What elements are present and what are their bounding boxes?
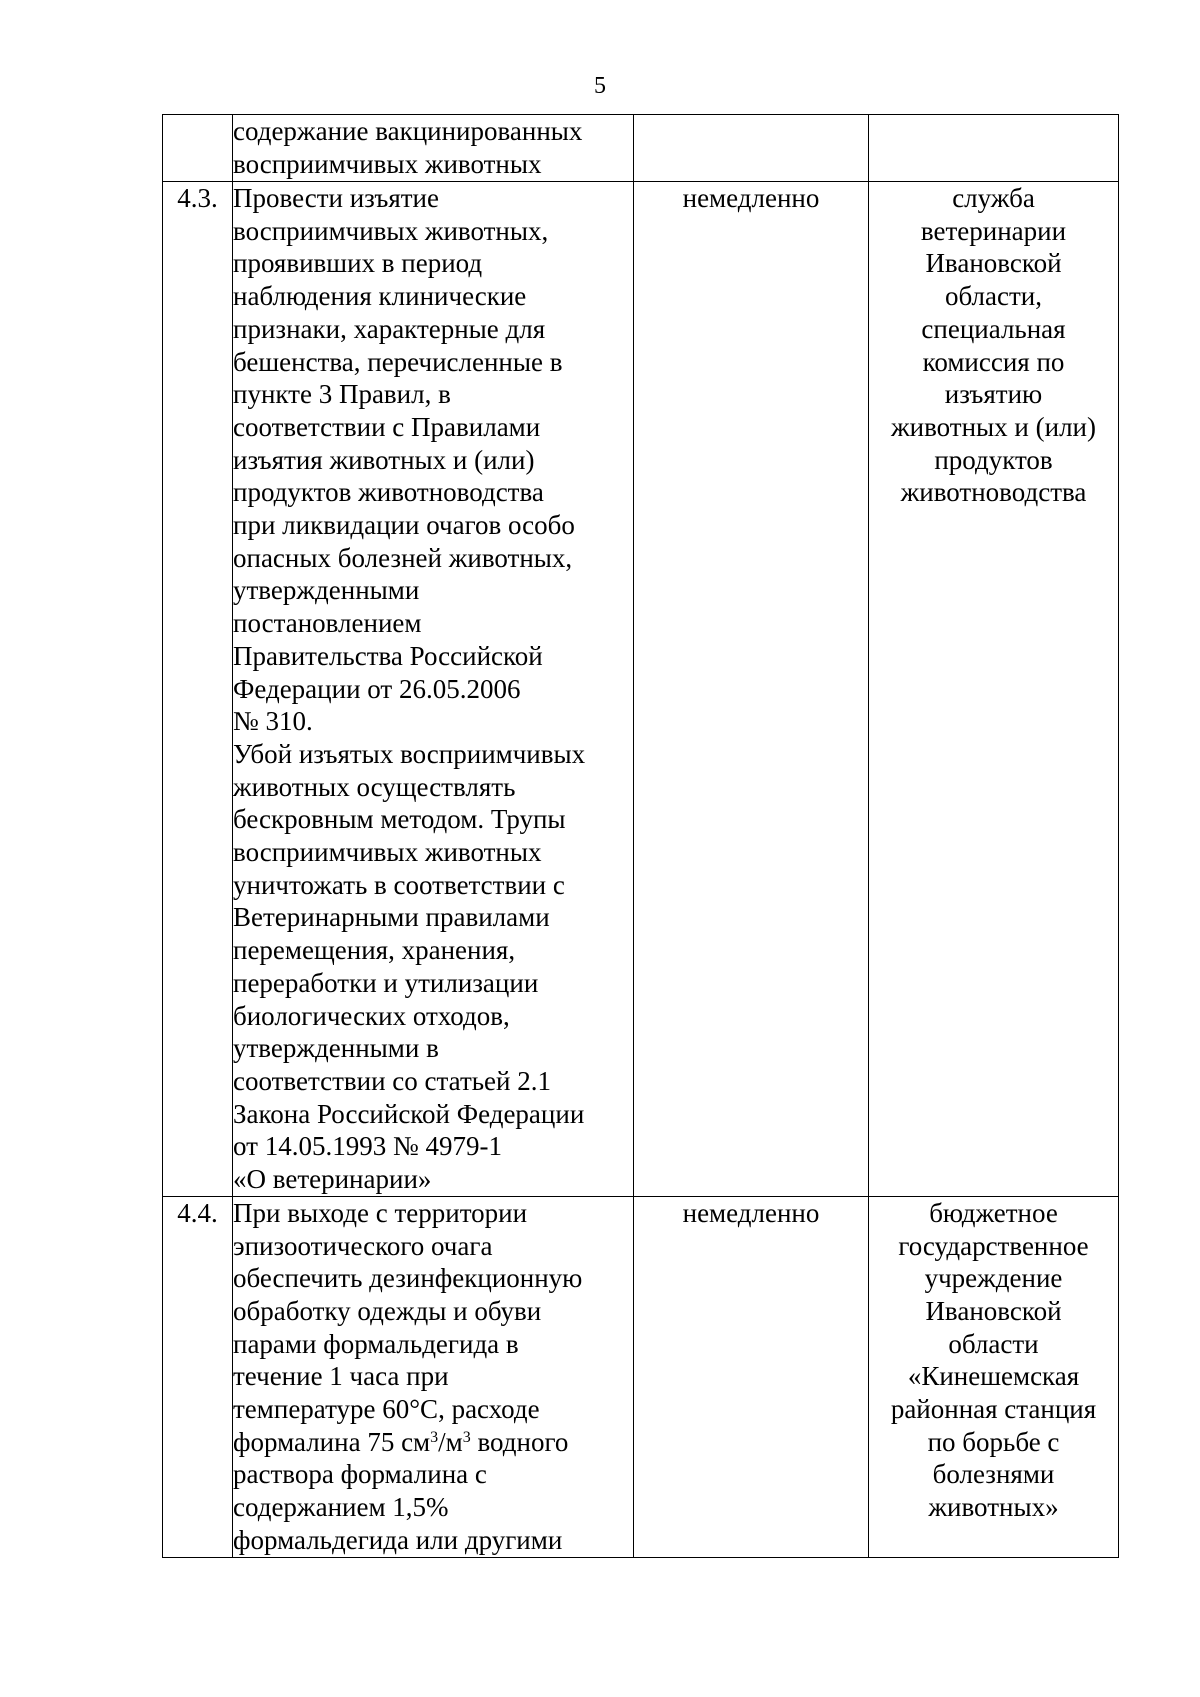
text-line: немедленно <box>682 183 820 213</box>
text-line: постановлением <box>233 608 422 639</box>
text-line: восприимчивых животных, <box>233 215 549 246</box>
text-line: животных» <box>928 1492 1059 1523</box>
text-line: утвержденными в <box>233 1033 439 1064</box>
deadline-cell <box>634 182 869 1197</box>
text-line: служба <box>952 183 1035 213</box>
text-line: районная станция <box>890 1394 1097 1425</box>
text-line: Правительства Российской <box>233 640 543 671</box>
item-number: 4.3. <box>177 183 218 213</box>
text-line: «О ветеринарии» <box>233 1164 432 1195</box>
text-line: области, <box>944 281 1042 312</box>
item-number-cell <box>163 1196 233 1557</box>
text-line: Ветеринарными правилами <box>233 902 550 933</box>
text-line: специальная <box>921 313 1066 344</box>
text-line: пункте 3 Правил, в <box>233 379 451 410</box>
measure-text-cell <box>233 115 634 182</box>
text-line: бешенства, перечисленные в <box>233 346 563 377</box>
text-line: изъятия животных и (или) <box>233 444 535 475</box>
text-line: по борьбе с <box>927 1426 1060 1457</box>
deadline-cell <box>634 115 869 182</box>
text-line: ветеринарии <box>920 215 1067 246</box>
text-line: болезнями <box>932 1459 1055 1490</box>
text-line: обработку одежды и обуви <box>233 1295 542 1326</box>
text-line: при ликвидации очагов особо <box>233 510 575 541</box>
measure-text-cell <box>233 182 634 1197</box>
text-line: животных осуществлять <box>233 771 516 802</box>
text-line: № 310. <box>233 706 313 737</box>
text-line: Закона Российской Федерации <box>233 1098 585 1129</box>
item-number-cell <box>163 182 233 1197</box>
text-line: от 14.05.1993 № 4979-1 <box>233 1131 502 1162</box>
formalin-line: формалина 75 $см^3/м^3$ водного <box>233 1426 569 1457</box>
text-line: продуктов <box>934 444 1053 475</box>
text-line: формальдегида или другими <box>233 1524 563 1555</box>
text-line: бюджетное <box>929 1197 1058 1228</box>
text-line: животных и (или) <box>890 411 1096 442</box>
text-line: содержанием 1,5% <box>233 1492 449 1523</box>
text-line: государственное <box>898 1230 1089 1261</box>
text-line: При выходе с территории <box>233 1197 528 1228</box>
item-number: 4.4. <box>177 1197 218 1228</box>
text-line: Ивановской <box>925 1295 1062 1326</box>
text-line: учреждение <box>924 1263 1063 1294</box>
responsible-cell <box>869 182 1119 1197</box>
text-line: области <box>948 1328 1039 1359</box>
text-line: перемещения, хранения, <box>233 935 516 966</box>
responsible-cell <box>869 1196 1119 1557</box>
text-line: признаки, характерные для <box>233 313 546 344</box>
responsible-cell <box>869 115 1119 182</box>
measures-table <box>162 114 1119 1558</box>
text-line: продуктов животноводства <box>233 477 544 508</box>
measure-text-cell <box>233 1196 634 1557</box>
text-line: раствора формалина с <box>233 1459 487 1490</box>
text-line: «Кинешемская <box>907 1361 1080 1392</box>
text-line: опасных болезней животных, <box>233 542 573 573</box>
text-line: животноводства <box>900 477 1087 508</box>
text-line: обеспечить дезинфекционную <box>233 1263 583 1294</box>
text-line: немедленно <box>682 1197 820 1228</box>
text-line: Провести изъятие <box>233 183 439 213</box>
deadline-cell <box>634 1196 869 1557</box>
text-line: Ивановской <box>925 248 1062 279</box>
text-line: течение 1 часа при <box>233 1361 449 1392</box>
text-line: биологических отходов, <box>233 1000 510 1031</box>
text-line: изъятию <box>944 379 1043 410</box>
table-row <box>163 1196 1119 1557</box>
text-line: наблюдения клинические <box>233 281 527 312</box>
text-line: эпизоотического очага <box>233 1230 493 1261</box>
text-line: парами формальдегида в <box>233 1328 519 1359</box>
text-line: восприимчивых животных <box>233 148 542 179</box>
text-line: проявивших в период <box>233 248 483 279</box>
text-line: Федерации от 26.05.2006 <box>233 673 521 704</box>
table-row <box>163 182 1119 1197</box>
text-line: температуре 60°С, расходе <box>233 1394 540 1425</box>
text-line: комиссия по <box>922 346 1065 377</box>
item-number-cell <box>163 115 233 182</box>
text-line: восприимчивых животных <box>233 837 542 868</box>
text-line: соответствии со статьей 2.1 <box>233 1065 551 1096</box>
text-line: Убой изъятых восприимчивых <box>233 738 586 769</box>
text-line: уничтожать в соответствии с <box>233 869 565 900</box>
text-line: переработки и утилизации <box>233 967 539 998</box>
text-line: утвержденными <box>233 575 420 606</box>
text-line: содержание вакцинированных <box>233 116 583 146</box>
page-number: 5 <box>594 73 606 99</box>
text-line: бескровным методом. Трупы <box>233 804 566 835</box>
text-line: соответствии с Правилами <box>233 411 541 442</box>
table-row <box>163 115 1119 182</box>
